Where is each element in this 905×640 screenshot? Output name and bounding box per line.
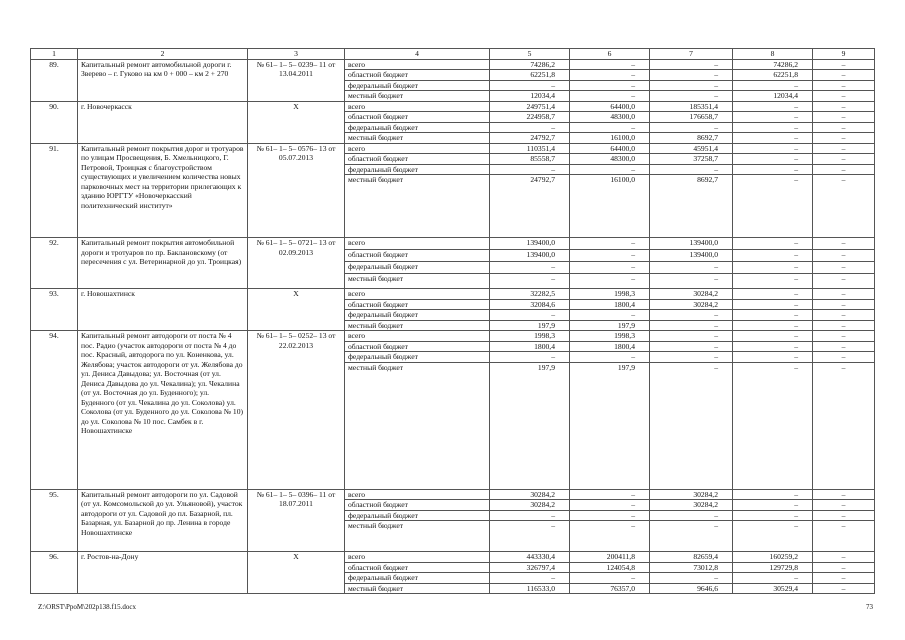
table-row: [31, 331, 875, 342]
value-cell: –: [733, 489, 813, 500]
value-cell: –: [733, 80, 813, 91]
value-cell: –: [570, 510, 650, 521]
value-cell: –: [733, 331, 813, 342]
value-cell: –: [813, 70, 875, 81]
budget-label: областной бюджет: [345, 562, 490, 573]
value-cell: –: [570, 250, 650, 262]
value-cell: 1800,4: [490, 341, 570, 352]
budget-label: местный бюджет: [345, 362, 490, 489]
budget-label: всего: [345, 331, 490, 342]
value-cell: –: [650, 310, 733, 321]
row-number: 92.: [31, 238, 78, 289]
value-cell: –: [813, 289, 875, 300]
value-cell: –: [813, 521, 875, 552]
value-cell: 1998,3: [490, 331, 570, 342]
table-row: [31, 143, 875, 154]
value-cell: –: [490, 122, 570, 133]
column-header: 4: [345, 49, 490, 60]
value-cell: 74286,2: [490, 59, 570, 70]
value-cell: –: [733, 320, 813, 331]
value-cell: 24792,7: [490, 133, 570, 144]
value-cell: –: [813, 238, 875, 250]
value-cell: 8692,7: [650, 133, 733, 144]
column-header-row: [31, 49, 875, 60]
value-cell: –: [733, 510, 813, 521]
value-cell: –: [733, 299, 813, 310]
value-cell: 1998,3: [570, 331, 650, 342]
document-ref: № 61– 1– 5– 0396– 11 от 18.07.2011: [248, 489, 345, 552]
value-cell: 9646,6: [650, 583, 733, 594]
value-cell: –: [813, 59, 875, 70]
value-cell: 30284,2: [650, 299, 733, 310]
value-cell: –: [813, 500, 875, 511]
value-cell: 32084,6: [490, 299, 570, 310]
column-header: 7: [650, 49, 733, 60]
value-cell: –: [570, 59, 650, 70]
value-cell: –: [733, 362, 813, 489]
value-cell: 32282,5: [490, 289, 570, 300]
value-cell: –: [650, 331, 733, 342]
budget-label: местный бюджет: [345, 133, 490, 144]
value-cell: –: [650, 70, 733, 81]
value-cell: –: [733, 341, 813, 352]
budget-label: всего: [345, 101, 490, 112]
budget-label: всего: [345, 289, 490, 300]
row-number: 95.: [31, 489, 78, 552]
value-cell: 443330,4: [490, 552, 570, 563]
budget-label: федеральный бюджет: [345, 310, 490, 321]
value-cell: –: [570, 573, 650, 584]
value-cell: –: [813, 573, 875, 584]
value-cell: 30284,2: [490, 500, 570, 511]
value-cell: –: [733, 154, 813, 165]
value-cell: –: [650, 320, 733, 331]
value-cell: –: [813, 164, 875, 175]
budget-label: федеральный бюджет: [345, 122, 490, 133]
value-cell: 197,9: [570, 320, 650, 331]
document-ref: Х: [248, 552, 345, 594]
value-cell: –: [733, 112, 813, 123]
budget-label: федеральный бюджет: [345, 352, 490, 363]
value-cell: 139400,0: [650, 250, 733, 262]
value-cell: 129729,8: [733, 562, 813, 573]
value-cell: –: [733, 122, 813, 133]
value-cell: –: [490, 310, 570, 321]
object-name: г. Новошахтинск: [78, 289, 248, 331]
value-cell: –: [813, 262, 875, 274]
value-cell: –: [733, 521, 813, 552]
value-cell: 160259,2: [733, 552, 813, 563]
value-cell: 110351,4: [490, 143, 570, 154]
value-cell: 1800,4: [570, 341, 650, 352]
value-cell: 62251,8: [490, 70, 570, 81]
value-cell: 1800,4: [570, 299, 650, 310]
budget-label: местный бюджет: [345, 320, 490, 331]
budget-label: областной бюджет: [345, 154, 490, 165]
value-cell: 200411,8: [570, 552, 650, 563]
value-cell: 30529,4: [733, 583, 813, 594]
budget-table: [30, 48, 875, 594]
column-header: 1: [31, 49, 78, 60]
value-cell: –: [733, 500, 813, 511]
budget-label: федеральный бюджет: [345, 573, 490, 584]
column-header: 2: [78, 49, 248, 60]
table-row: [31, 238, 875, 250]
value-cell: 76357,0: [570, 583, 650, 594]
value-cell: –: [813, 112, 875, 123]
value-cell: –: [813, 299, 875, 310]
object-name: Капитальный ремонт автомобильной дороги г. Зверево – г. Гуково на км 0 + 000 – км 2 + 270: [78, 59, 248, 101]
value-cell: –: [570, 521, 650, 552]
value-cell: –: [813, 274, 875, 289]
value-cell: 16100,0: [570, 175, 650, 238]
value-cell: 12034,4: [733, 91, 813, 102]
document-ref: Х: [248, 101, 345, 143]
value-cell: –: [733, 175, 813, 238]
value-cell: –: [733, 143, 813, 154]
column-header: 3: [248, 49, 345, 60]
budget-label: областной бюджет: [345, 500, 490, 511]
value-cell: –: [570, 262, 650, 274]
value-cell: 326797,4: [490, 562, 570, 573]
budget-label: областной бюджет: [345, 70, 490, 81]
value-cell: 30284,2: [650, 500, 733, 511]
column-header: 9: [813, 49, 875, 60]
value-cell: 116533,0: [490, 583, 570, 594]
value-cell: 24792,7: [490, 175, 570, 238]
document-ref: № 61– 1– 5– 0252– 13 от 22.02.2013: [248, 331, 345, 490]
value-cell: –: [813, 122, 875, 133]
value-cell: –: [490, 352, 570, 363]
value-cell: –: [570, 238, 650, 250]
row-number: 93.: [31, 289, 78, 331]
value-cell: –: [813, 362, 875, 489]
value-cell: –: [490, 510, 570, 521]
budget-label: всего: [345, 143, 490, 154]
value-cell: –: [733, 310, 813, 321]
object-name: Капитальный ремонт покрытия автомобильной дороги и тротуаров по пр. Баклановскому (от пересечения с ул. Ветеринарной до ул. Троицкая): [78, 238, 248, 289]
value-cell: –: [813, 91, 875, 102]
table-row: [31, 59, 875, 70]
value-cell: 197,9: [570, 362, 650, 489]
value-cell: –: [650, 510, 733, 521]
value-cell: –: [570, 91, 650, 102]
budget-label: областной бюджет: [345, 112, 490, 123]
value-cell: –: [813, 250, 875, 262]
object-name: г. Новочеркасск: [78, 101, 248, 143]
table-row: [31, 101, 875, 112]
value-cell: –: [650, 122, 733, 133]
row-number: 96.: [31, 552, 78, 594]
value-cell: 185351,4: [650, 101, 733, 112]
value-cell: –: [813, 80, 875, 91]
value-cell: 16100,0: [570, 133, 650, 144]
value-cell: –: [733, 274, 813, 289]
value-cell: –: [490, 80, 570, 91]
value-cell: –: [813, 154, 875, 165]
table-row: [31, 489, 875, 500]
budget-label: областной бюджет: [345, 250, 490, 262]
value-cell: 45951,4: [650, 143, 733, 154]
value-cell: –: [813, 175, 875, 238]
value-cell: –: [733, 238, 813, 250]
value-cell: –: [490, 521, 570, 552]
value-cell: –: [650, 573, 733, 584]
value-cell: 224958,7: [490, 112, 570, 123]
value-cell: –: [490, 573, 570, 584]
value-cell: 37258,7: [650, 154, 733, 165]
document-ref: № 61– 1– 5– 0721– 13 от 02.09.2013: [248, 238, 345, 289]
value-cell: 30284,2: [650, 489, 733, 500]
value-cell: 85558,7: [490, 154, 570, 165]
object-name: Капитальный ремонт покрытия дорог и тротуаров по улицам Просвещения, Б. Хмельницкого, Г. Петровой, Троицкая с благоустройством существующих и увеличением количества новых парковочных мест на территории прилегающих к зданию ЮРГТУ «Новочеркасский политехнический институт»: [78, 143, 248, 238]
value-cell: 64400,0: [570, 143, 650, 154]
budget-label: местный бюджет: [345, 91, 490, 102]
value-cell: –: [733, 250, 813, 262]
budget-label: областной бюджет: [345, 341, 490, 352]
value-cell: 139400,0: [490, 250, 570, 262]
value-cell: –: [570, 80, 650, 91]
value-cell: 30284,2: [490, 489, 570, 500]
value-cell: –: [813, 562, 875, 573]
value-cell: –: [733, 262, 813, 274]
value-cell: –: [650, 352, 733, 363]
value-cell: 82659,4: [650, 552, 733, 563]
value-cell: –: [813, 341, 875, 352]
table-body: [31, 49, 875, 594]
value-cell: –: [813, 143, 875, 154]
value-cell: –: [650, 59, 733, 70]
value-cell: –: [813, 133, 875, 144]
value-cell: –: [490, 274, 570, 289]
budget-label: местный бюджет: [345, 274, 490, 289]
column-header: 6: [570, 49, 650, 60]
budget-label: всего: [345, 489, 490, 500]
page-number: 73: [866, 603, 873, 611]
budget-label: местный бюджет: [345, 583, 490, 594]
value-cell: –: [570, 489, 650, 500]
value-cell: 12034,4: [490, 91, 570, 102]
value-cell: –: [570, 274, 650, 289]
row-number: 91.: [31, 143, 78, 238]
value-cell: –: [490, 164, 570, 175]
row-number: 89.: [31, 59, 78, 101]
budget-label: федеральный бюджет: [345, 262, 490, 274]
value-cell: –: [813, 310, 875, 321]
budget-label: областной бюджет: [345, 299, 490, 310]
value-cell: –: [733, 352, 813, 363]
budget-label: всего: [345, 552, 490, 563]
value-cell: 62251,8: [733, 70, 813, 81]
value-cell: –: [813, 583, 875, 594]
value-cell: –: [650, 274, 733, 289]
budget-label: местный бюджет: [345, 521, 490, 552]
value-cell: –: [650, 362, 733, 489]
value-cell: 124054,8: [570, 562, 650, 573]
table-row: [31, 552, 875, 563]
table-row: [31, 289, 875, 300]
object-name: Капитальный ремонт автодороги по ул. Садовой (от ул. Комсомольской до ул. Ульяновой), участок автодороги от ул. Садовой до пл. Базарной, пл. Базарная, ул. Базарной до пр. Ленина в городе Новошахтинске: [78, 489, 248, 552]
budget-label: местный бюджет: [345, 175, 490, 238]
value-cell: –: [813, 101, 875, 112]
value-cell: –: [733, 164, 813, 175]
object-name: г. Ростов-на-Дону: [78, 552, 248, 594]
value-cell: –: [570, 164, 650, 175]
value-cell: –: [813, 489, 875, 500]
value-cell: –: [733, 101, 813, 112]
value-cell: 73012,8: [650, 562, 733, 573]
column-header: 5: [490, 49, 570, 60]
value-cell: –: [813, 320, 875, 331]
value-cell: –: [813, 552, 875, 563]
value-cell: –: [650, 80, 733, 91]
value-cell: 139400,0: [650, 238, 733, 250]
row-number: 94.: [31, 331, 78, 490]
value-cell: –: [570, 310, 650, 321]
budget-label: всего: [345, 238, 490, 250]
value-cell: –: [570, 70, 650, 81]
value-cell: 48300,0: [570, 154, 650, 165]
value-cell: –: [733, 573, 813, 584]
column-header: 8: [733, 49, 813, 60]
value-cell: –: [813, 510, 875, 521]
row-number: 90.: [31, 101, 78, 143]
value-cell: 197,9: [490, 362, 570, 489]
object-name: Капитальный ремонт автодороги от поста № 4 пос. Радио (участок автодороги от поста № 4 до пос. Красный, автодорога по ул. Коненкова, ул. Желябова; участок автодороги от ул. Желябова до ул. Дениса Давыдова; ул. Восточная (от ул. Дениса Давыдова до ул. Чекалина); ул. Чекалина (от ул. Восточная до ул. Буденного); ул. Буденного (от ул. Чекалина до ул. Соколова) ул. Соколова (от ул. Буденного до ул. Соколова № 10) до ул. Соколова № 10 пос. Самбек в г. Новошахтинске: [78, 331, 248, 490]
value-cell: –: [650, 262, 733, 274]
value-cell: 74286,2: [733, 59, 813, 70]
value-cell: 249751,4: [490, 101, 570, 112]
value-cell: –: [570, 122, 650, 133]
value-cell: –: [650, 521, 733, 552]
value-cell: 197,9: [490, 320, 570, 331]
budget-label: всего: [345, 59, 490, 70]
document-ref: № 61– 1– 5– 0576– 13 от 05.07.2013: [248, 143, 345, 238]
value-cell: 139400,0: [490, 238, 570, 250]
value-cell: –: [490, 262, 570, 274]
value-cell: 176658,7: [650, 112, 733, 123]
document-ref: № 61– 1– 5– 0239– 11 от 13.04.2011: [248, 59, 345, 101]
value-cell: –: [650, 164, 733, 175]
value-cell: –: [813, 331, 875, 342]
value-cell: 30284,2: [650, 289, 733, 300]
value-cell: –: [813, 352, 875, 363]
value-cell: 48300,0: [570, 112, 650, 123]
value-cell: 64400,0: [570, 101, 650, 112]
value-cell: –: [733, 133, 813, 144]
value-cell: –: [650, 341, 733, 352]
budget-label: федеральный бюджет: [345, 80, 490, 91]
value-cell: –: [733, 289, 813, 300]
budget-label: федеральный бюджет: [345, 510, 490, 521]
value-cell: –: [650, 91, 733, 102]
value-cell: 8692,7: [650, 175, 733, 238]
budget-label: федеральный бюджет: [345, 164, 490, 175]
value-cell: 1998,3: [570, 289, 650, 300]
footer-file-path: Z:\ORST\PpoM\202p138.f15.docx: [38, 603, 137, 611]
value-cell: –: [570, 352, 650, 363]
value-cell: –: [570, 500, 650, 511]
document-ref: Х: [248, 289, 345, 331]
